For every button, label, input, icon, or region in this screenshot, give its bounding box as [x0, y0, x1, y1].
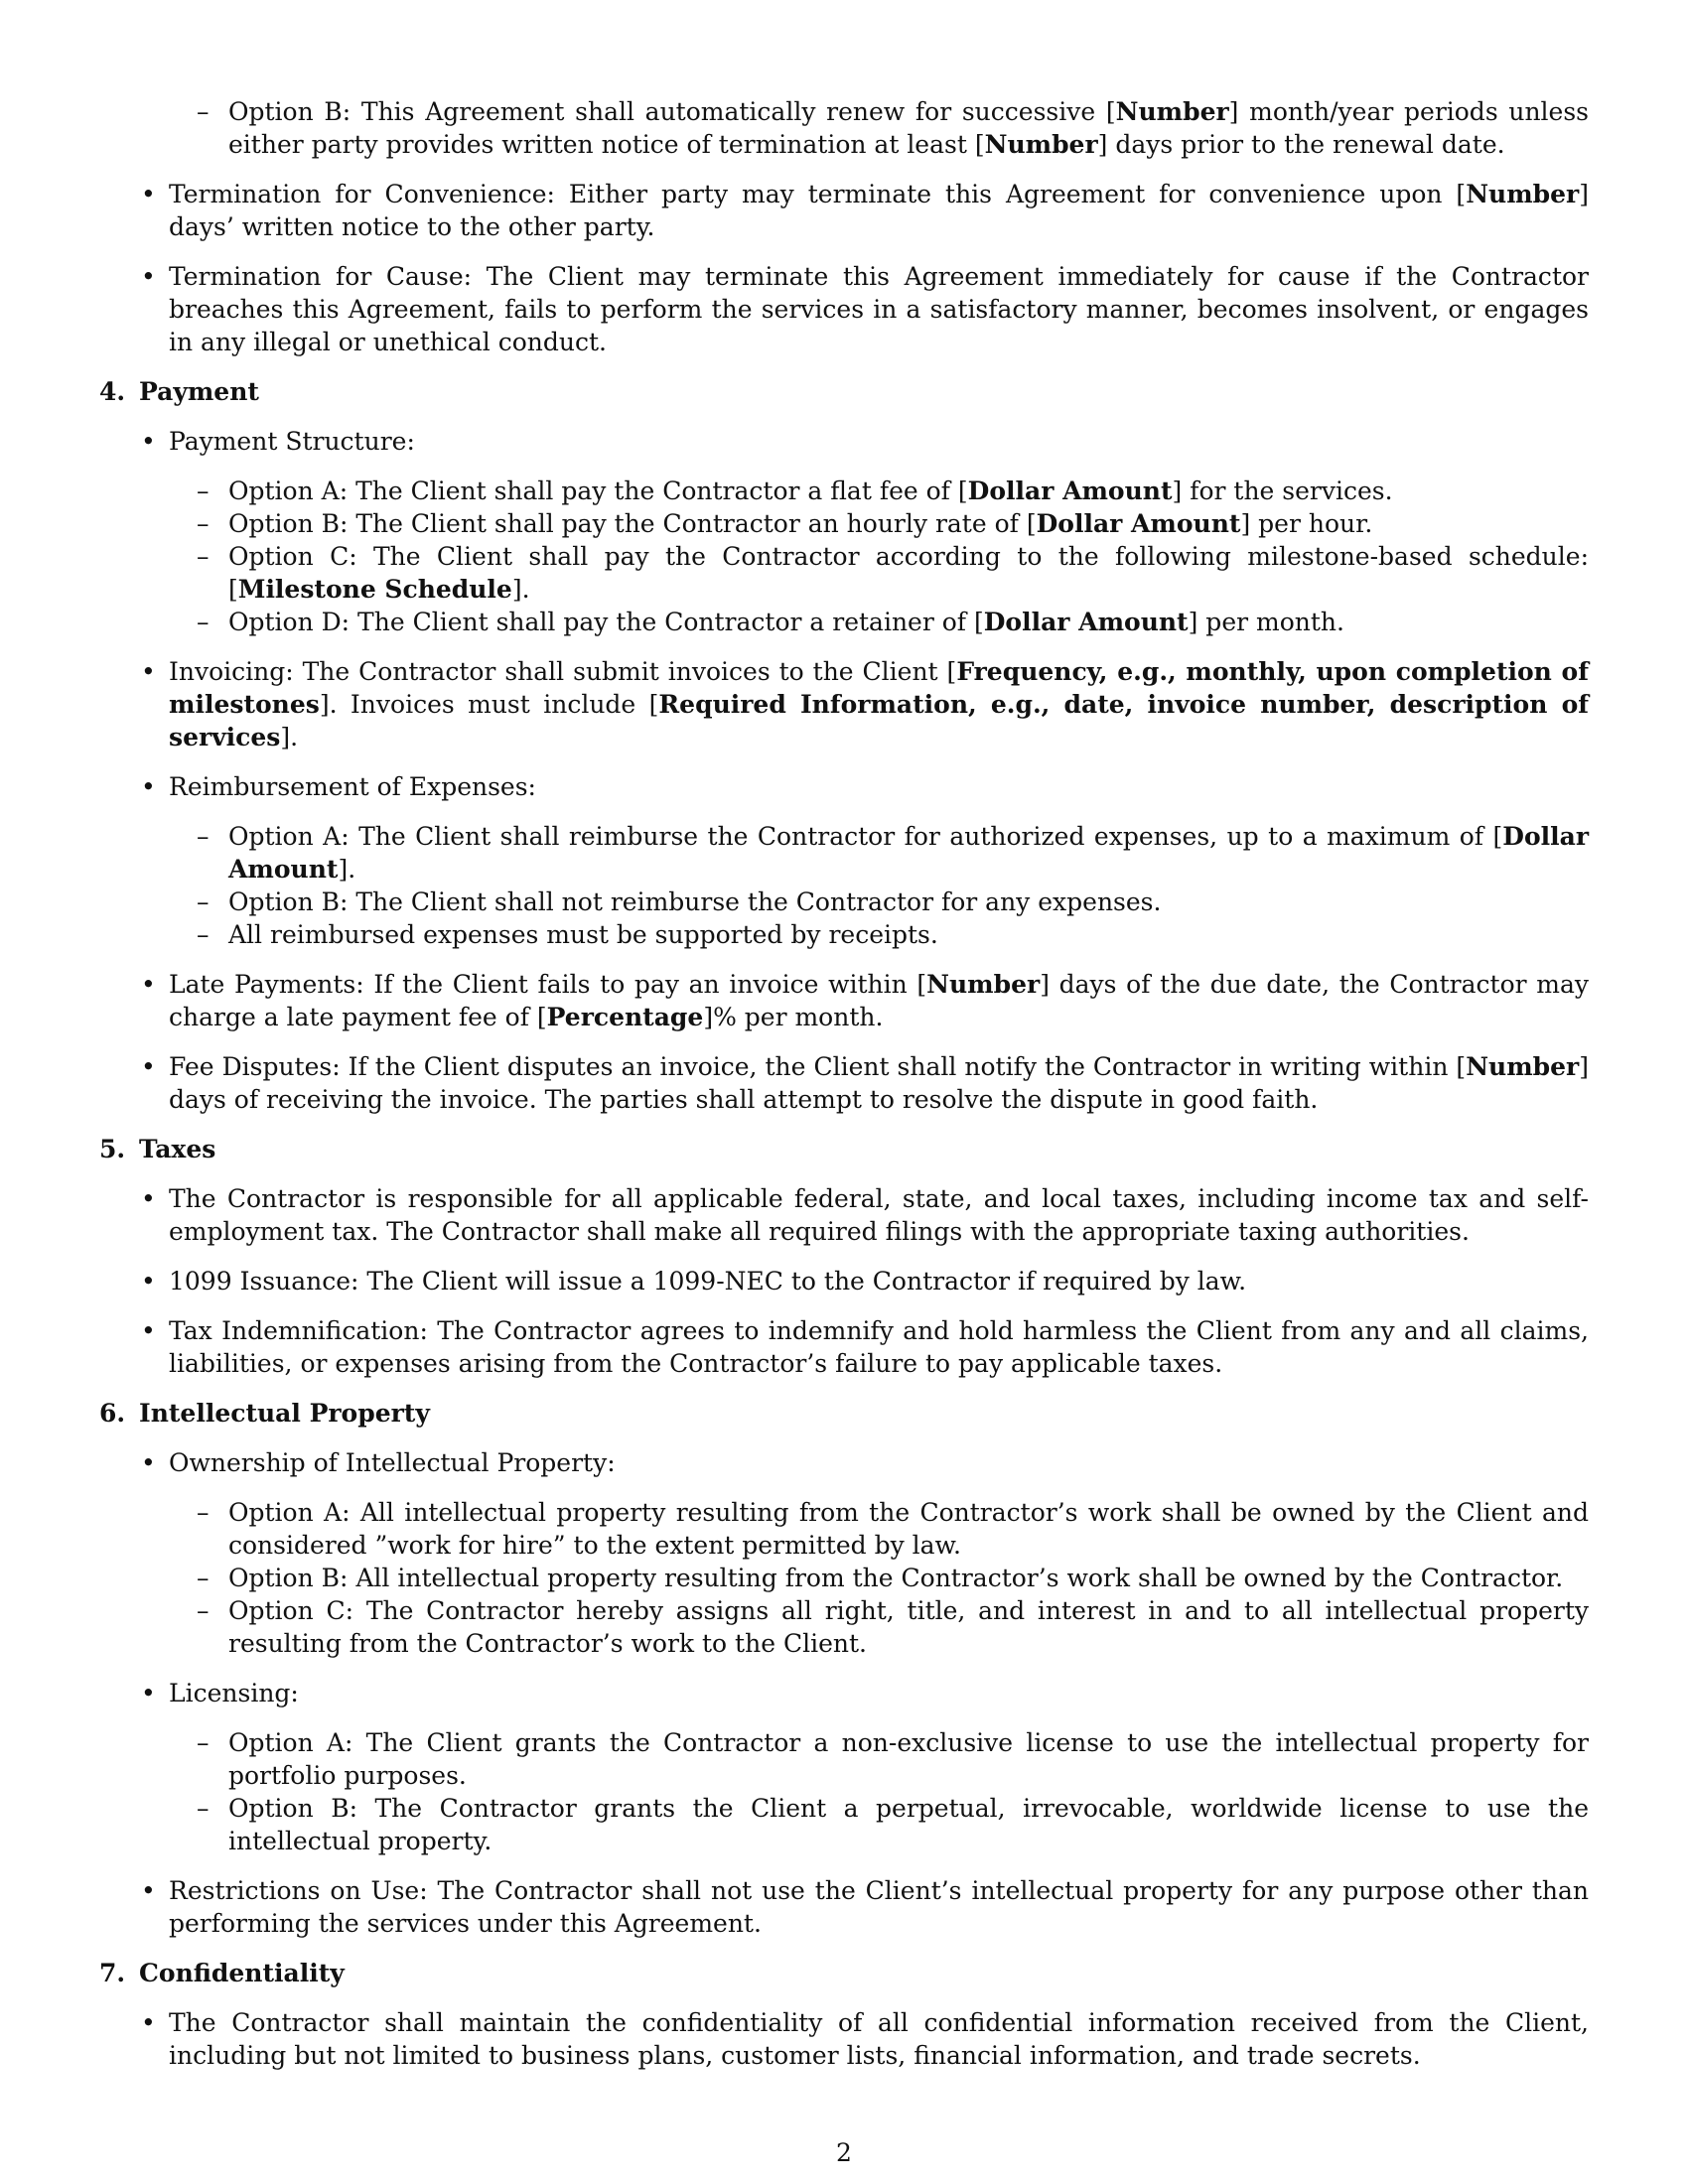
bullet-text	[169, 1265, 1589, 1297]
bullet-list	[99, 425, 1589, 1116]
section-list	[99, 375, 1589, 2072]
text-segment: Option B: The Client shall not reimburse the Contractor for any expenses.	[228, 887, 1162, 916]
bullet-text	[169, 655, 1589, 753]
text-segment: The Contractor shall maintain the confidentiality of all confidential information received from the Client, including but not limited to business plans, customer lists, financial information, and trade secrets.	[169, 2008, 1589, 2070]
placeholder-field: Number	[1466, 180, 1580, 208]
bullet-text	[169, 178, 1589, 243]
text-segment: 1099 Issuance: The Client will issue a 1099-NEC to the Contractor if required by law.	[169, 1267, 1247, 1296]
bullet-list	[99, 1182, 1589, 1380]
section	[99, 1957, 1589, 2072]
bullet-text	[169, 1314, 1589, 1380]
text-segment: ].	[511, 575, 530, 604]
text-segment: Licensing:	[169, 1679, 299, 1707]
text-segment: Option B: This Agreement shall automatically renew for successive [	[228, 97, 1116, 126]
section	[99, 1397, 1589, 1940]
section-title: Intellectual Property	[139, 1399, 430, 1428]
placeholder-field: Dollar Amount	[228, 822, 1589, 884]
placeholder-field: Percentage	[546, 1003, 704, 1031]
text-segment: ].	[280, 723, 299, 751]
bullet-text	[169, 1050, 1589, 1116]
bullet-text	[169, 1446, 1589, 1479]
section-number: 7.	[99, 1959, 126, 1987]
section-number: 4.	[99, 377, 126, 406]
bullet-list	[99, 2006, 1589, 2072]
option-item	[228, 820, 1589, 886]
bullet-item	[169, 1182, 1589, 1248]
placeholder-field: Dollar Amount	[983, 608, 1189, 636]
text-segment: ] days of the due date, the Contractor may charge a late payment fee of [	[169, 970, 1589, 1031]
option-item	[228, 918, 1589, 951]
text-segment: Restrictions on Use: The Contractor shall not use the Client’s intellectual property for any purpose other than performing the services under this Agreement.	[169, 1876, 1589, 1938]
text-segment: Option A: The Client shall pay the Contractor a flat fee of [	[228, 477, 968, 505]
lead-bullet-list	[99, 178, 1589, 358]
bullet-item	[169, 2006, 1589, 2072]
bullet-text	[169, 260, 1589, 358]
placeholder-field: Dollar Amount	[967, 477, 1173, 505]
text-segment: The Contractor is responsible for all applicable federal, state, and local taxes, including income tax and self-employment tax. The Contractor shall make all required filings with the appropriate taxing authorities.	[169, 1184, 1589, 1246]
bullet-text	[169, 1677, 1589, 1709]
bullet-text	[169, 425, 1589, 458]
option-item	[228, 1496, 1589, 1562]
bullet-item	[169, 1874, 1589, 1940]
text-segment: ]. Invoices must include [	[319, 690, 659, 719]
option-list	[169, 475, 1589, 638]
option-item	[228, 1562, 1589, 1594]
placeholder-field: Dollar Amount	[1036, 509, 1241, 538]
bullet-list	[99, 1446, 1589, 1940]
option-item	[228, 886, 1589, 918]
text-segment: ] for the services.	[1172, 477, 1393, 505]
text-segment: Payment Structure:	[169, 427, 415, 456]
option-item	[228, 95, 1589, 161]
bullet-item	[169, 178, 1589, 243]
section-title: Payment	[139, 377, 259, 406]
text-segment: ] month/year periods unless either party provides written notice of termination at least [	[228, 97, 1589, 159]
option-item	[228, 1792, 1589, 1857]
text-segment: ] days of receiving the invoice. The parties shall attempt to resolve the dispute in good faith.	[169, 1052, 1589, 1114]
text-segment: Ownership of Intellectual Property:	[169, 1448, 616, 1477]
text-segment: Termination for Cause: The Client may terminate this Agreement immediately for cause if the Contractor breaches this Agreement, fails to perform the services in a satisfactory manner, becomes insolvent, or engages in any illegal or unethical conduct.	[169, 262, 1589, 356]
bullet-text	[169, 770, 1589, 803]
bullet-item	[169, 1314, 1589, 1380]
section	[99, 1133, 1589, 1380]
bullet-text	[169, 2006, 1589, 2072]
text-segment: ] per hour.	[1240, 509, 1373, 538]
section-heading	[99, 375, 1589, 408]
text-segment: Option A: The Client shall reimburse the Contractor for authorized expenses, up to a maximum of [	[228, 822, 1503, 851]
bullet-item	[169, 1050, 1589, 1116]
bullet-text	[169, 1874, 1589, 1940]
bullet-item	[169, 1265, 1589, 1297]
section-number: 5.	[99, 1135, 126, 1163]
bullet-item	[169, 968, 1589, 1033]
section-number: 6.	[99, 1399, 126, 1428]
option-item	[228, 475, 1589, 507]
text-segment: Option C: The Client shall pay the Contractor according to the following milestone-based schedule: [	[228, 542, 1589, 604]
bullet-text	[169, 968, 1589, 1033]
text-segment: Termination for Convenience: Either party may terminate this Agreement for convenience upon [	[169, 180, 1467, 208]
bullet-item	[169, 655, 1589, 753]
bullet-item	[169, 260, 1589, 358]
section-title: Taxes	[139, 1135, 216, 1163]
section-heading	[99, 1957, 1589, 1989]
option-item	[228, 606, 1589, 638]
text-segment: ].	[338, 855, 356, 884]
page-number: 2	[836, 2138, 852, 2167]
text-segment: Option A: The Client grants the Contractor a non-exclusive license to use the intellectual property for portfolio purposes.	[228, 1728, 1589, 1790]
text-segment: Option B: All intellectual property resulting from the Contractor’s work shall be owned by the Contractor.	[228, 1564, 1564, 1592]
option-item	[228, 1594, 1589, 1660]
placeholder-field: Number	[1115, 97, 1229, 126]
bullet-item	[169, 1677, 1589, 1857]
text-segment: Late Payments: If the Client fails to pay an invoice within [	[169, 970, 927, 999]
option-list	[169, 1726, 1589, 1857]
placeholder-field: Milestone Schedule	[237, 575, 512, 604]
lead-option-list	[99, 95, 1589, 161]
text-segment: ] per month.	[1188, 608, 1344, 636]
placeholder-field: Number	[1466, 1052, 1580, 1081]
option-item	[228, 507, 1589, 540]
text-segment: Option A: All intellectual property resulting from the Contractor’s work shall be owned by the Client and considered ”work for hire” to the extent permitted by law.	[228, 1498, 1589, 1560]
section-heading	[99, 1133, 1589, 1165]
text-segment: Tax Indemnification: The Contractor agrees to indemnify and hold harmless the Client from any and all claims, liabilities, or expenses arising from the Contractor’s failure to pay applicable taxes.	[169, 1316, 1589, 1378]
text-segment: ]% per month.	[703, 1003, 884, 1031]
bullet-text	[169, 1182, 1589, 1248]
bullet-item	[169, 1446, 1589, 1660]
text-segment: Option D: The Client shall pay the Contractor a retainer of [	[228, 608, 984, 636]
placeholder-field: Required Information, e.g., date, invoice number, description of services	[169, 690, 1589, 751]
bullet-item	[169, 425, 1589, 638]
text-segment: Option C: The Contractor hereby assigns all right, title, and interest in and to all intellectual property resulting from the Contractor’s work to the Client.	[228, 1596, 1589, 1658]
section	[99, 375, 1589, 1116]
text-segment: ] days’ written notice to the other party.	[169, 180, 1589, 241]
bullet-item	[169, 770, 1589, 951]
text-segment: All reimbursed expenses must be supported by receipts.	[228, 920, 938, 949]
text-segment: ] days prior to the renewal date.	[1097, 130, 1505, 159]
placeholder-field: Number	[984, 130, 1098, 159]
section-heading	[99, 1397, 1589, 1430]
text-segment: Reimbursement of Expenses:	[169, 772, 536, 801]
option-item	[228, 540, 1589, 606]
text-segment: Invoicing: The Contractor shall submit invoices to the Client [	[169, 657, 957, 686]
text-segment: Fee Disputes: If the Client disputes an invoice, the Client shall notify the Contractor in writing within [	[169, 1052, 1467, 1081]
placeholder-field: Number	[926, 970, 1041, 999]
section-title: Confidentiality	[139, 1959, 345, 1987]
option-item	[228, 1726, 1589, 1792]
option-list	[169, 820, 1589, 951]
text-segment: Option B: The Client shall pay the Contractor an hourly rate of [	[228, 509, 1037, 538]
text-segment: Option B: The Contractor grants the Client a perpetual, irrevocable, worldwide license to use the intellectual property.	[228, 1794, 1589, 1855]
option-list	[169, 1496, 1589, 1660]
placeholder-field: Frequency, e.g., monthly, upon completion of milestones	[169, 657, 1589, 719]
